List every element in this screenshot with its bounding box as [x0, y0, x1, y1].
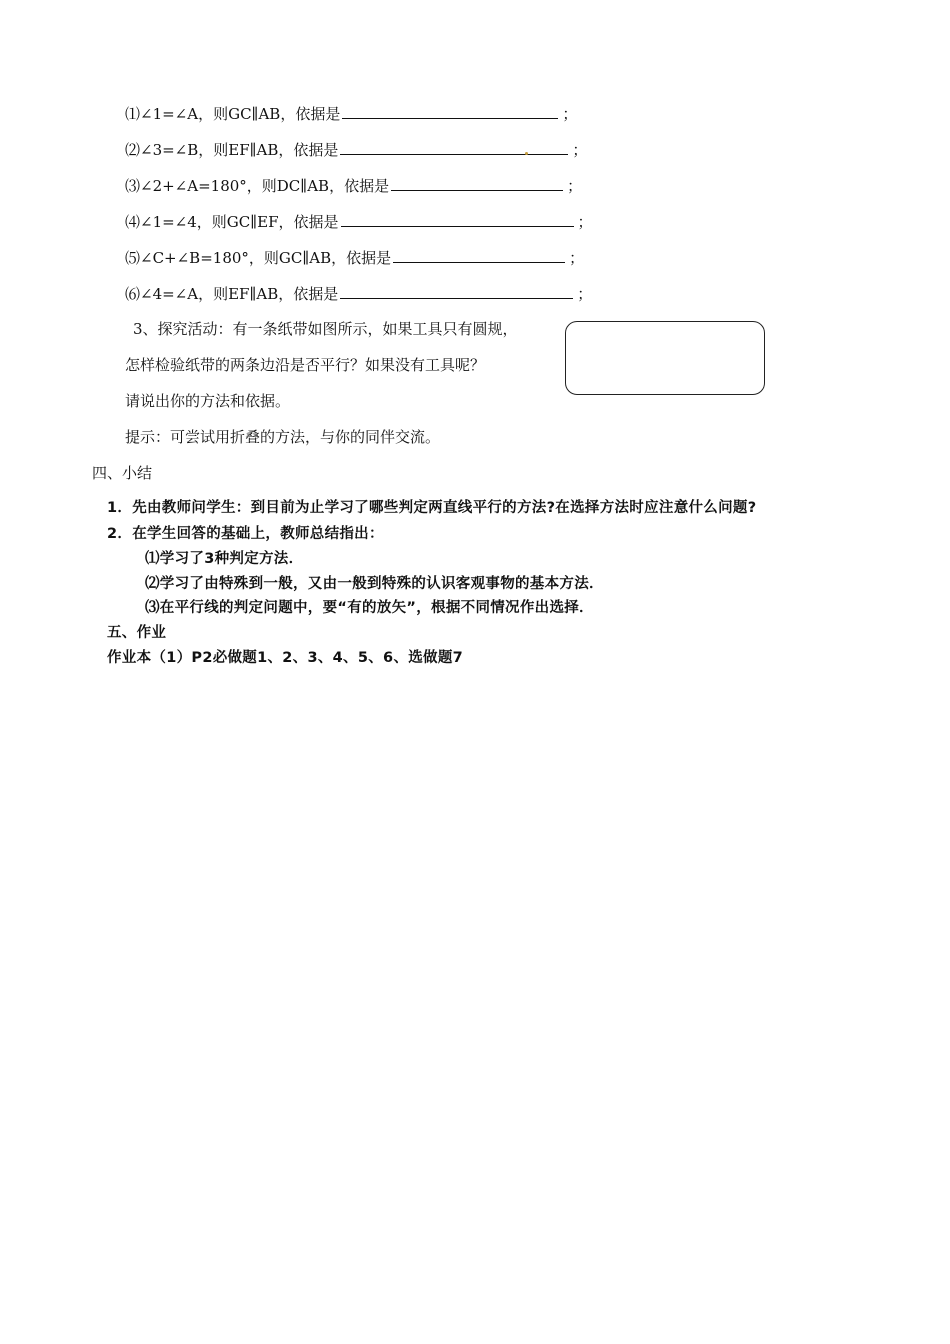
answer-blank-6[interactable] [340, 283, 573, 299]
summary-heading: 四、小结 [92, 464, 153, 482]
exercise-1-text: ⑴∠1=∠A，则GC∥AB，依据是 [125, 105, 341, 123]
answer-blank-2[interactable] [340, 139, 568, 155]
exercise-5-end: ； [569, 249, 585, 267]
answer-blank-3[interactable] [391, 175, 563, 191]
exercise-2 [125, 139, 587, 160]
activity-line-3: 请说出你的方法和依据。 [125, 392, 291, 410]
exercise-5 [125, 247, 584, 268]
exercise-2-text: ⑵∠3=∠B，则EF∥AB，依据是 [125, 141, 339, 159]
summary-item-2: 2．在学生回答的基础上，教师总结指出： [107, 526, 384, 542]
summary-sub-1: ⑴学习了3种判定方法． [145, 551, 304, 567]
exercise-6 [125, 283, 592, 304]
exercise-3-text: ⑶∠2+∠A=180°，则DC∥AB，依据是 [125, 177, 390, 195]
exercise-3 [125, 175, 582, 196]
activity-line-2: 怎样检验纸带的两条边沿是否平行？如果没有工具呢？ [125, 356, 486, 374]
exercise-5-text: ⑸∠C+∠B=180°，则GC∥AB，依据是 [125, 249, 392, 267]
exercise-6-end: ； [577, 285, 593, 303]
paper-strip-figure [565, 321, 765, 395]
exercise-1 [125, 103, 577, 124]
summary-sub-3: ⑶在平行线的判定问题中，要“有的放矢”，根据不同情况作出选择． [145, 600, 594, 616]
activity-hint: 提示：可尝试用折叠的方法，与你的同伴交流。 [125, 428, 441, 446]
answer-blank-4[interactable] [341, 211, 574, 227]
summary-item-1: 1．先由教师问学生：到目前为止学习了哪些判定两直线平行的方法?在选择方法时应注意什么问题? [107, 500, 757, 516]
exercise-4-text: ⑷∠1=∠4，则GC∥EF，依据是 [125, 213, 339, 231]
exercise-4-end: ； [577, 213, 593, 231]
exercise-2-end: ； [572, 141, 588, 159]
stray-dot [525, 152, 528, 155]
summary-sub-2: ⑵学习了由特殊到一般，又由一般到特殊的认识客观事物的基本方法． [145, 576, 604, 592]
homework-heading: 五、作业 [107, 625, 167, 641]
homework-text: 作业本（1）P2必做题1、2、3、4、5、6、选做题7 [107, 650, 464, 666]
exercise-6-text: ⑹∠4=∠A，则EF∥AB，依据是 [125, 285, 339, 303]
exercise-3-end: ； [567, 177, 583, 195]
exercise-1-end: ； [562, 105, 578, 123]
answer-blank-1[interactable] [342, 103, 558, 119]
answer-blank-5[interactable] [393, 247, 565, 263]
activity-line-1: 3、探究活动：有一条纸带如图所示，如果工具只有圆规， [133, 320, 518, 338]
exercise-4 [125, 211, 593, 232]
